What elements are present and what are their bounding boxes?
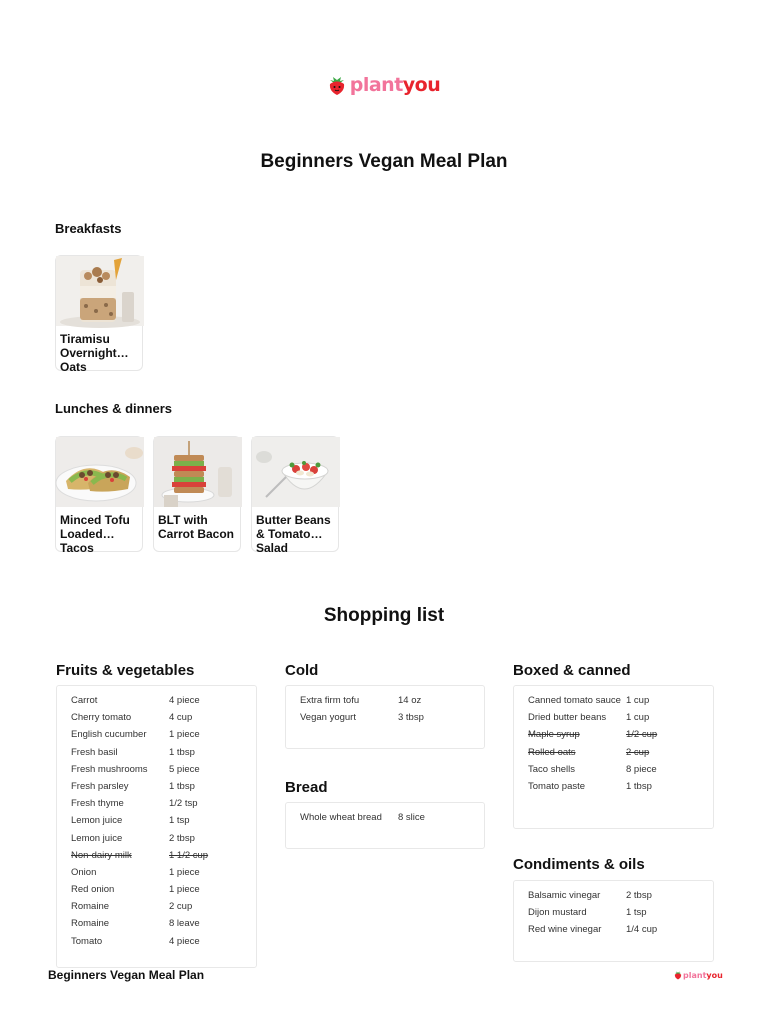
page-title: Beginners Vegan Meal Plan	[260, 151, 508, 172]
shopping-item-qty: 2 cup	[169, 901, 193, 913]
category-list-fruits	[56, 685, 257, 968]
shopping-item[interactable]	[514, 781, 713, 793]
shopping-item-qty: 4 cup	[169, 712, 193, 724]
shopping-item-name: Whole wheat bread	[300, 812, 382, 823]
shopping-item[interactable]	[57, 867, 256, 879]
shopping-item[interactable]	[514, 747, 713, 759]
category-heading-fruits: Fruits & vegetables	[56, 662, 195, 679]
butter-beans-bowl-photo	[252, 437, 338, 507]
shopping-item-qty: 8 slice	[398, 812, 425, 823]
shopping-item[interactable]	[57, 850, 256, 862]
shopping-item-name: Extra firm tofu	[300, 695, 360, 706]
category-list-cold	[285, 685, 485, 749]
shopping-list-title: Shopping list	[323, 605, 445, 626]
shopping-item-name: Non-dairy milk	[71, 849, 132, 861]
shopping-item-name: Romaine	[71, 918, 110, 930]
shopping-item-name: Fresh parsley	[71, 780, 129, 792]
shopping-item-name: Canned tomato sauce	[528, 695, 621, 706]
tiramisu-oats-photo	[56, 256, 142, 326]
strawberry-icon	[328, 74, 346, 96]
shopping-item-name: Maple syrup	[528, 729, 580, 741]
shopping-item[interactable]	[286, 712, 484, 724]
shopping-item-qty: 1 piece	[169, 729, 200, 741]
shopping-item[interactable]	[57, 695, 256, 707]
shopping-item-name: Fresh mushrooms	[71, 763, 148, 775]
shopping-item[interactable]	[514, 712, 713, 724]
shopping-item[interactable]	[514, 764, 713, 776]
shopping-item[interactable]	[57, 918, 256, 930]
shopping-item-name: Balsamic vinegar	[528, 890, 601, 901]
recipe-card-title: Butter Beans & Tomato Salad	[256, 513, 331, 555]
shopping-item-name: Romaine	[71, 901, 110, 913]
shopping-item-qty: 1 cup	[626, 712, 650, 724]
plantyou-logo[interactable]	[0, 74, 768, 96]
shopping-item-qty: 1 piece	[169, 884, 200, 896]
shopping-item-name: Fresh thyme	[71, 798, 124, 810]
logo-plant-text: plant	[349, 74, 403, 96]
shopping-item-qty: 4 piece	[169, 935, 200, 947]
shopping-item[interactable]	[57, 747, 256, 759]
shopping-item-name: Carrot	[71, 695, 98, 706]
shopping-item-qty: 1/2 cup	[626, 729, 658, 741]
shopping-item-qty: 1 tsp	[626, 907, 647, 919]
recipe-card-butter-beans[interactable]	[251, 436, 339, 555]
shopping-item-name: Dijon mustard	[528, 907, 587, 919]
tofu-tacos-photo	[56, 437, 142, 507]
shopping-item-name: Onion	[71, 866, 97, 878]
section-label-breakfasts: Breakfasts	[55, 221, 122, 236]
category-list-bread	[285, 802, 485, 849]
shopping-item[interactable]	[57, 729, 256, 741]
shopping-item-qty: 5 piece	[169, 763, 200, 775]
shopping-item-name: Tomato	[71, 935, 103, 947]
strawberry-icon	[674, 970, 682, 980]
shopping-item[interactable]	[57, 798, 256, 810]
footer-logo[interactable]	[674, 970, 723, 980]
shopping-item-qty: 1 tbsp	[626, 780, 652, 792]
footer-logo-you: you	[706, 970, 723, 980]
shopping-item-qty: 2 tbsp	[169, 832, 195, 844]
recipe-card-title: Tiramisu Overnight Oats	[60, 332, 117, 374]
shopping-item[interactable]	[514, 924, 713, 936]
category-heading-bread: Bread	[285, 779, 328, 796]
shopping-item[interactable]	[57, 936, 256, 948]
shopping-item-qty: 1 tbsp	[169, 780, 195, 792]
category-list-condiments	[513, 880, 714, 962]
shopping-item[interactable]	[57, 781, 256, 793]
shopping-item-name: Lemon juice	[71, 832, 123, 844]
shopping-item[interactable]	[514, 907, 713, 919]
shopping-item-name: Red onion	[71, 884, 115, 896]
shopping-item-qty: 8 leave	[169, 918, 200, 930]
category-heading-boxed: Boxed & canned	[513, 662, 631, 679]
shopping-item-qty: 1 tbsp	[169, 746, 195, 758]
shopping-item-name: Fresh basil	[71, 746, 118, 758]
shopping-item[interactable]	[57, 712, 256, 724]
shopping-item-qty: 2 tbsp	[626, 890, 652, 901]
section-label-lunches: Lunches & dinners	[55, 401, 173, 416]
shopping-item-name: Dried butter beans	[528, 712, 607, 724]
recipe-card-tiramisu[interactable]	[55, 255, 143, 374]
shopping-item[interactable]	[514, 695, 713, 707]
shopping-item[interactable]	[57, 901, 256, 913]
category-heading-cold: Cold	[285, 662, 319, 679]
shopping-item[interactable]	[286, 695, 484, 707]
shopping-item-name: Rolled oats	[528, 746, 576, 758]
shopping-item-name: Tomato paste	[528, 780, 586, 792]
shopping-item[interactable]	[514, 729, 713, 741]
shopping-item[interactable]	[57, 764, 256, 776]
shopping-item-name: Red wine vinegar	[528, 924, 602, 936]
shopping-item[interactable]	[57, 833, 256, 845]
recipe-card-title: Minced Tofu Loaded Tacos	[60, 513, 130, 555]
recipe-card-title: BLT with Carrot Bacon	[158, 513, 235, 541]
shopping-item-qty: 1 1/2 cup	[169, 849, 209, 861]
shopping-item-qty: 1 cup	[626, 695, 650, 706]
shopping-item-name: Taco shells	[528, 763, 575, 775]
shopping-item-name: English cucumber	[71, 729, 147, 741]
shopping-item-qty: 8 piece	[626, 763, 657, 775]
category-heading-condiments: Condiments & oils	[513, 856, 645, 873]
category-list-boxed	[513, 685, 714, 829]
shopping-item-qty: 3 tbsp	[398, 712, 424, 724]
recipe-card-blt[interactable]	[153, 436, 241, 552]
recipe-card-tacos[interactable]	[55, 436, 143, 555]
shopping-item-qty: 4 piece	[169, 695, 200, 706]
shopping-item[interactable]	[57, 884, 256, 896]
shopping-item-qty: 1 tsp	[169, 815, 190, 827]
shopping-item-qty: 14 oz	[398, 695, 422, 706]
shopping-item-qty: 1/4 cup	[626, 924, 658, 936]
logo-you-text: you	[402, 74, 441, 96]
shopping-item[interactable]	[286, 812, 484, 824]
shopping-item[interactable]	[514, 890, 713, 902]
shopping-item-name: Lemon juice	[71, 815, 123, 827]
footer-title: Beginners Vegan Meal Plan	[48, 968, 205, 982]
shopping-item[interactable]	[57, 815, 256, 827]
shopping-item-qty: 2 cup	[626, 746, 650, 758]
shopping-item-qty: 1/2 tsp	[169, 798, 198, 810]
shopping-item-qty: 1 piece	[169, 866, 200, 878]
footer-logo-plant: plant	[683, 970, 707, 980]
shopping-item-name: Cherry tomato	[71, 712, 132, 724]
shopping-item-name: Vegan yogurt	[300, 712, 356, 724]
blt-sandwich-photo	[154, 437, 240, 507]
